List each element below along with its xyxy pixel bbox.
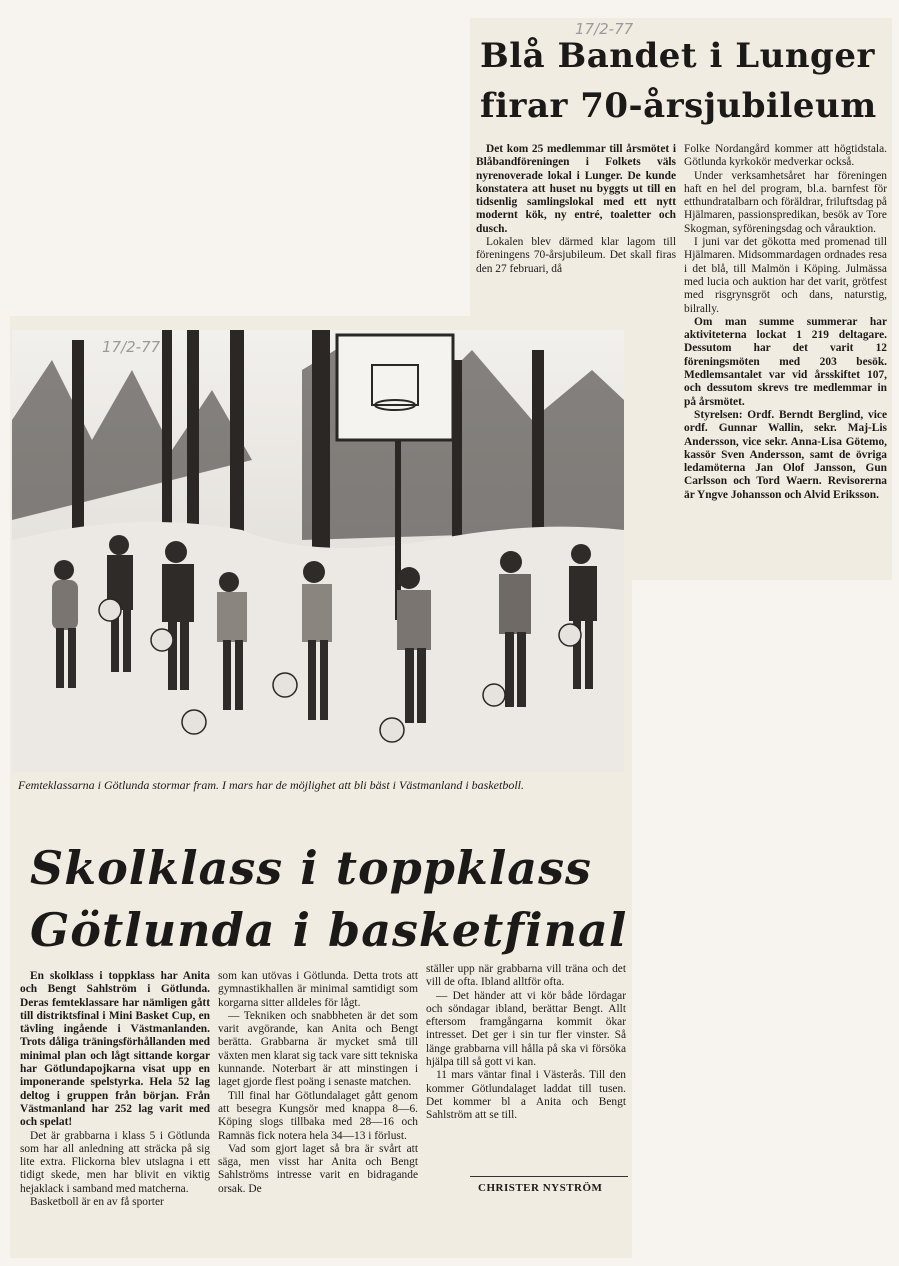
basketball-photo	[12, 330, 624, 772]
paragraph: Det är grabbarna i klass 5 i Götlunda som har all anledning att sträcka på sig lite extra. Flickorna blev utslagna i ett tidigt skede, men har blivit en viktig hejaklack i samband med matcherna.	[20, 1129, 210, 1195]
article-headline-line1: Skolklass i toppklass	[30, 841, 592, 895]
paragraph: Under verksamhetsåret har föreningen haft en hel del program, bl.a. barnfest för etthundratalbarn och föräldrar, friluftsdag på Hjälmaren, passionspredikan, besök av Tore Skogman, syföreningsdag och vårauktion.	[684, 169, 887, 235]
byline-rule	[470, 1176, 628, 1177]
byline: CHRISTER NYSTRÖM	[478, 1182, 603, 1194]
paragraph: — Tekniken och snabbheten är det som varit avgörande, kan Anita och Bengt berätta. Grabbarna är mycket små till växten men klarat sig tack vare sitt tekniska kunnande. Noterbart är att minstingen i laget gjorde flest poäng i senaste matchen.	[218, 1009, 418, 1089]
article-column-1	[20, 970, 210, 1209]
paragraph: — Det händer att vi kör både lördagar och söndagar ibland, berättar Bengt. Allt eftersom framgångarna kommit ökar intresset. Det ger i sin tur fler vinster. Så länge grabbarna vill hålla på ska vi försöka hjälpa till så gott vi kan.	[426, 989, 626, 1069]
paragraph: Lokalen blev därmed klar lagom till föreningens 70-årsjubileum. Det skall firas den 27 februari, då	[476, 236, 676, 275]
paragraph: Folke Nordangård kommer att högtidstala. Götlunda kyrkokör medverkar också.	[684, 143, 887, 169]
handwritten-date-photo: 17/2-77	[102, 338, 161, 356]
article-column-2	[684, 143, 887, 502]
paragraph: som kan utövas i Götlunda. Detta trots att gymnastikhallen är minimal samtidigt som korgarna sitter alldeles för lågt.	[218, 970, 418, 1009]
paragraph: ställer upp när grabbarna vill träna och det vill de ofta. Ibland alltför ofta.	[426, 963, 626, 989]
photo-caption: Femteklassarna i Götlunda stormar fram. I mars har de möjlighet att bli bäst i Västmanland i basketboll.	[18, 778, 524, 792]
article-column-2	[218, 970, 418, 1196]
article-column-1	[476, 143, 676, 276]
paragraph: I juni var det gökotta med promenad till Hjälmaren. Midsommardagen ordnades resa i det blå, till Malmön i Köping. Julmässa med lucia och auktion har det varit, grötfest med risgrynsgröt och dans, naturstig, bilrally.	[684, 236, 887, 315]
handwritten-date: 17/2-77	[575, 20, 634, 38]
paragraph: Basketboll är en av få sporter	[30, 1196, 164, 1209]
paragraph: Om man summe summerar har aktiviteterna lockat 1 219 deltagare. Dessutom har det varit 12 föreningsmöten med 203 besök. Medlemsantalet var vid årsskiftet 107, och dessutom skrevs tre medlemmar in på årsmötet.	[684, 315, 887, 408]
article-headline-line2: Götlunda i basketfinal	[30, 903, 628, 957]
article-column-3	[426, 963, 626, 1123]
paragraph: 11 mars väntar final i Västerås. Till den kommer Götlundalaget laddat till tusen. Det kommer bl a Anita och Bengt Sahlström att se till.	[426, 1069, 626, 1122]
paragraph: Styrelsen: Ordf. Berndt Berglind, vice ordf. Gunnar Wallin, sekr. Maj-Lis Andersson, vice sekr. Anna-Lisa Götemo, kassör Sven Andersson, samt de övriga ledamöterna Jan Olof Jansson, Gun Carlsson och Tord Waern. Revisorerna är Yngve Johansson och Alvid Eriksson.	[684, 408, 887, 501]
article-headline-line1: Blå Bandet i Lunger	[480, 36, 875, 76]
paragraph: En skolklass i toppklass har Anita och Bengt Sahlström i Götlunda. Deras femteklassare har nämligen gått till distriktsfinal i Mini Basket Cup, en tävling ingående i Västmanlanden. Trots dåliga träningsförhållanden med minimal plan och lågt sittande korgar har Götlundapojkarna visat upp en imponerande spelstyrka. Hela 52 lag deltog i gruppen från början. Från Västmanland har 252 lag varit med och spelat!	[20, 970, 210, 1129]
article-headline-line2: firar 70-årsjubileum	[480, 86, 877, 126]
paragraph: Vad som gjort laget så bra är svårt att säga, men visst har Anita och Bengt Sahlströms intresse varit en bidragande orsak. De	[218, 1142, 418, 1195]
photo-illustration	[12, 330, 624, 772]
paragraph: Till final har Götlundalaget gått genom att besegra Kungsör med knappa 8—6. Köping slogs tillbaka med 28—16 och Ramnäs fick notera hela 34—13 i förlust.	[218, 1089, 418, 1142]
paragraph: Det kom 25 medlemmar till årsmötet i Blåbandföreningen i Folkets väls nyrenoverade lokal i Lunger. De kunde konstatera att huset nu byggts ut till en tidsenlig samlingslokal med ett nytt modernt kök, ny entré, toaletter och dusch.	[476, 143, 676, 235]
